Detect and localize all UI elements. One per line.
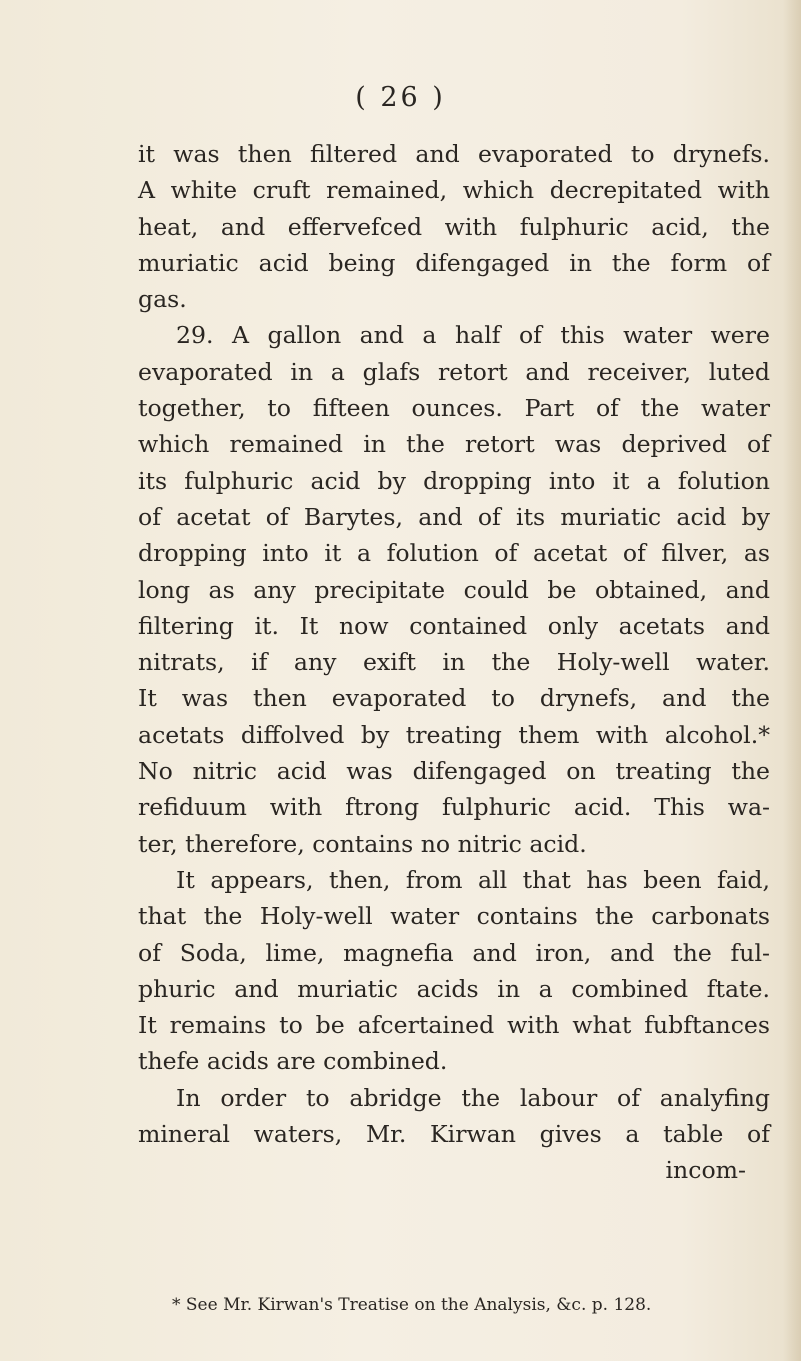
text-line: It was then evaporated to drynefs, and the [138, 684, 770, 713]
text-line: A white cruft remained, which decrepitated with [138, 176, 770, 205]
text-line: phuric and muriatic acids in a combined ftate. [138, 974, 770, 1003]
text-line: mineral waters, Mr. Kirwan gives a table of [138, 1120, 770, 1149]
text-line: which remained in the retort was deprived of [138, 430, 770, 459]
text-line: 29. A gallon and a half of this water were [176, 321, 770, 350]
text-line: No nitric acid was difengaged on treating the [138, 757, 770, 786]
text-line: its fulphuric acid by dropping into it a folution [138, 466, 770, 495]
text-line: It remains to be afcertained with what fubftances [138, 1011, 770, 1040]
text-line: evaporated in a glafs retort and receiver, luted [138, 357, 770, 386]
text-line: thefe acids are combined. [138, 1047, 448, 1076]
text-line: gas. [138, 285, 187, 314]
text-line: long as any precipitate could be obtained, and [138, 575, 770, 604]
text-line: heat, and effervefced with fulphuric acid, the [138, 212, 770, 241]
page-edge-shadow [783, 0, 801, 1361]
text-line: acetats diffolved by treating them with alcohol.* [138, 720, 770, 749]
text-line: that the Holy-well water contains the carbonats [138, 902, 770, 931]
text-line: filtering it. It now contained only acetats and [138, 611, 770, 640]
body-text [138, 136, 770, 1189]
catchword: incom- [665, 1156, 746, 1185]
text-line: it was then filtered and evaporated to drynefs. [138, 140, 770, 168]
text-line: nitrats, if any exift in the Holy-well water. [138, 648, 770, 677]
text-line: together, to fifteen ounces. Part of the water [138, 394, 770, 423]
text-line: In order to abridge the labour of analyfing [176, 1083, 770, 1112]
page-number: ( 26 ) [355, 82, 446, 113]
text-line: ter, therefore, contains no nitric acid. [138, 829, 587, 858]
footnote: * See Mr. Kirwan's Treatise on the Analysis, &c. p. 128. [172, 1295, 652, 1315]
text-line: of acetat of Barytes, and of its muriatic acid by [138, 502, 770, 531]
text-line: of Soda, lime, magnefia and iron, and the ful- [138, 938, 770, 967]
text-line: It appears, then, from all that has been faid, [176, 865, 770, 894]
text-line: dropping into it a folution of acetat of filver, as [138, 539, 770, 568]
text-line: muriatic acid being difengaged in the form of [138, 248, 770, 277]
text-line: refiduum with ftrong fulphuric acid. This wa- [138, 793, 770, 822]
